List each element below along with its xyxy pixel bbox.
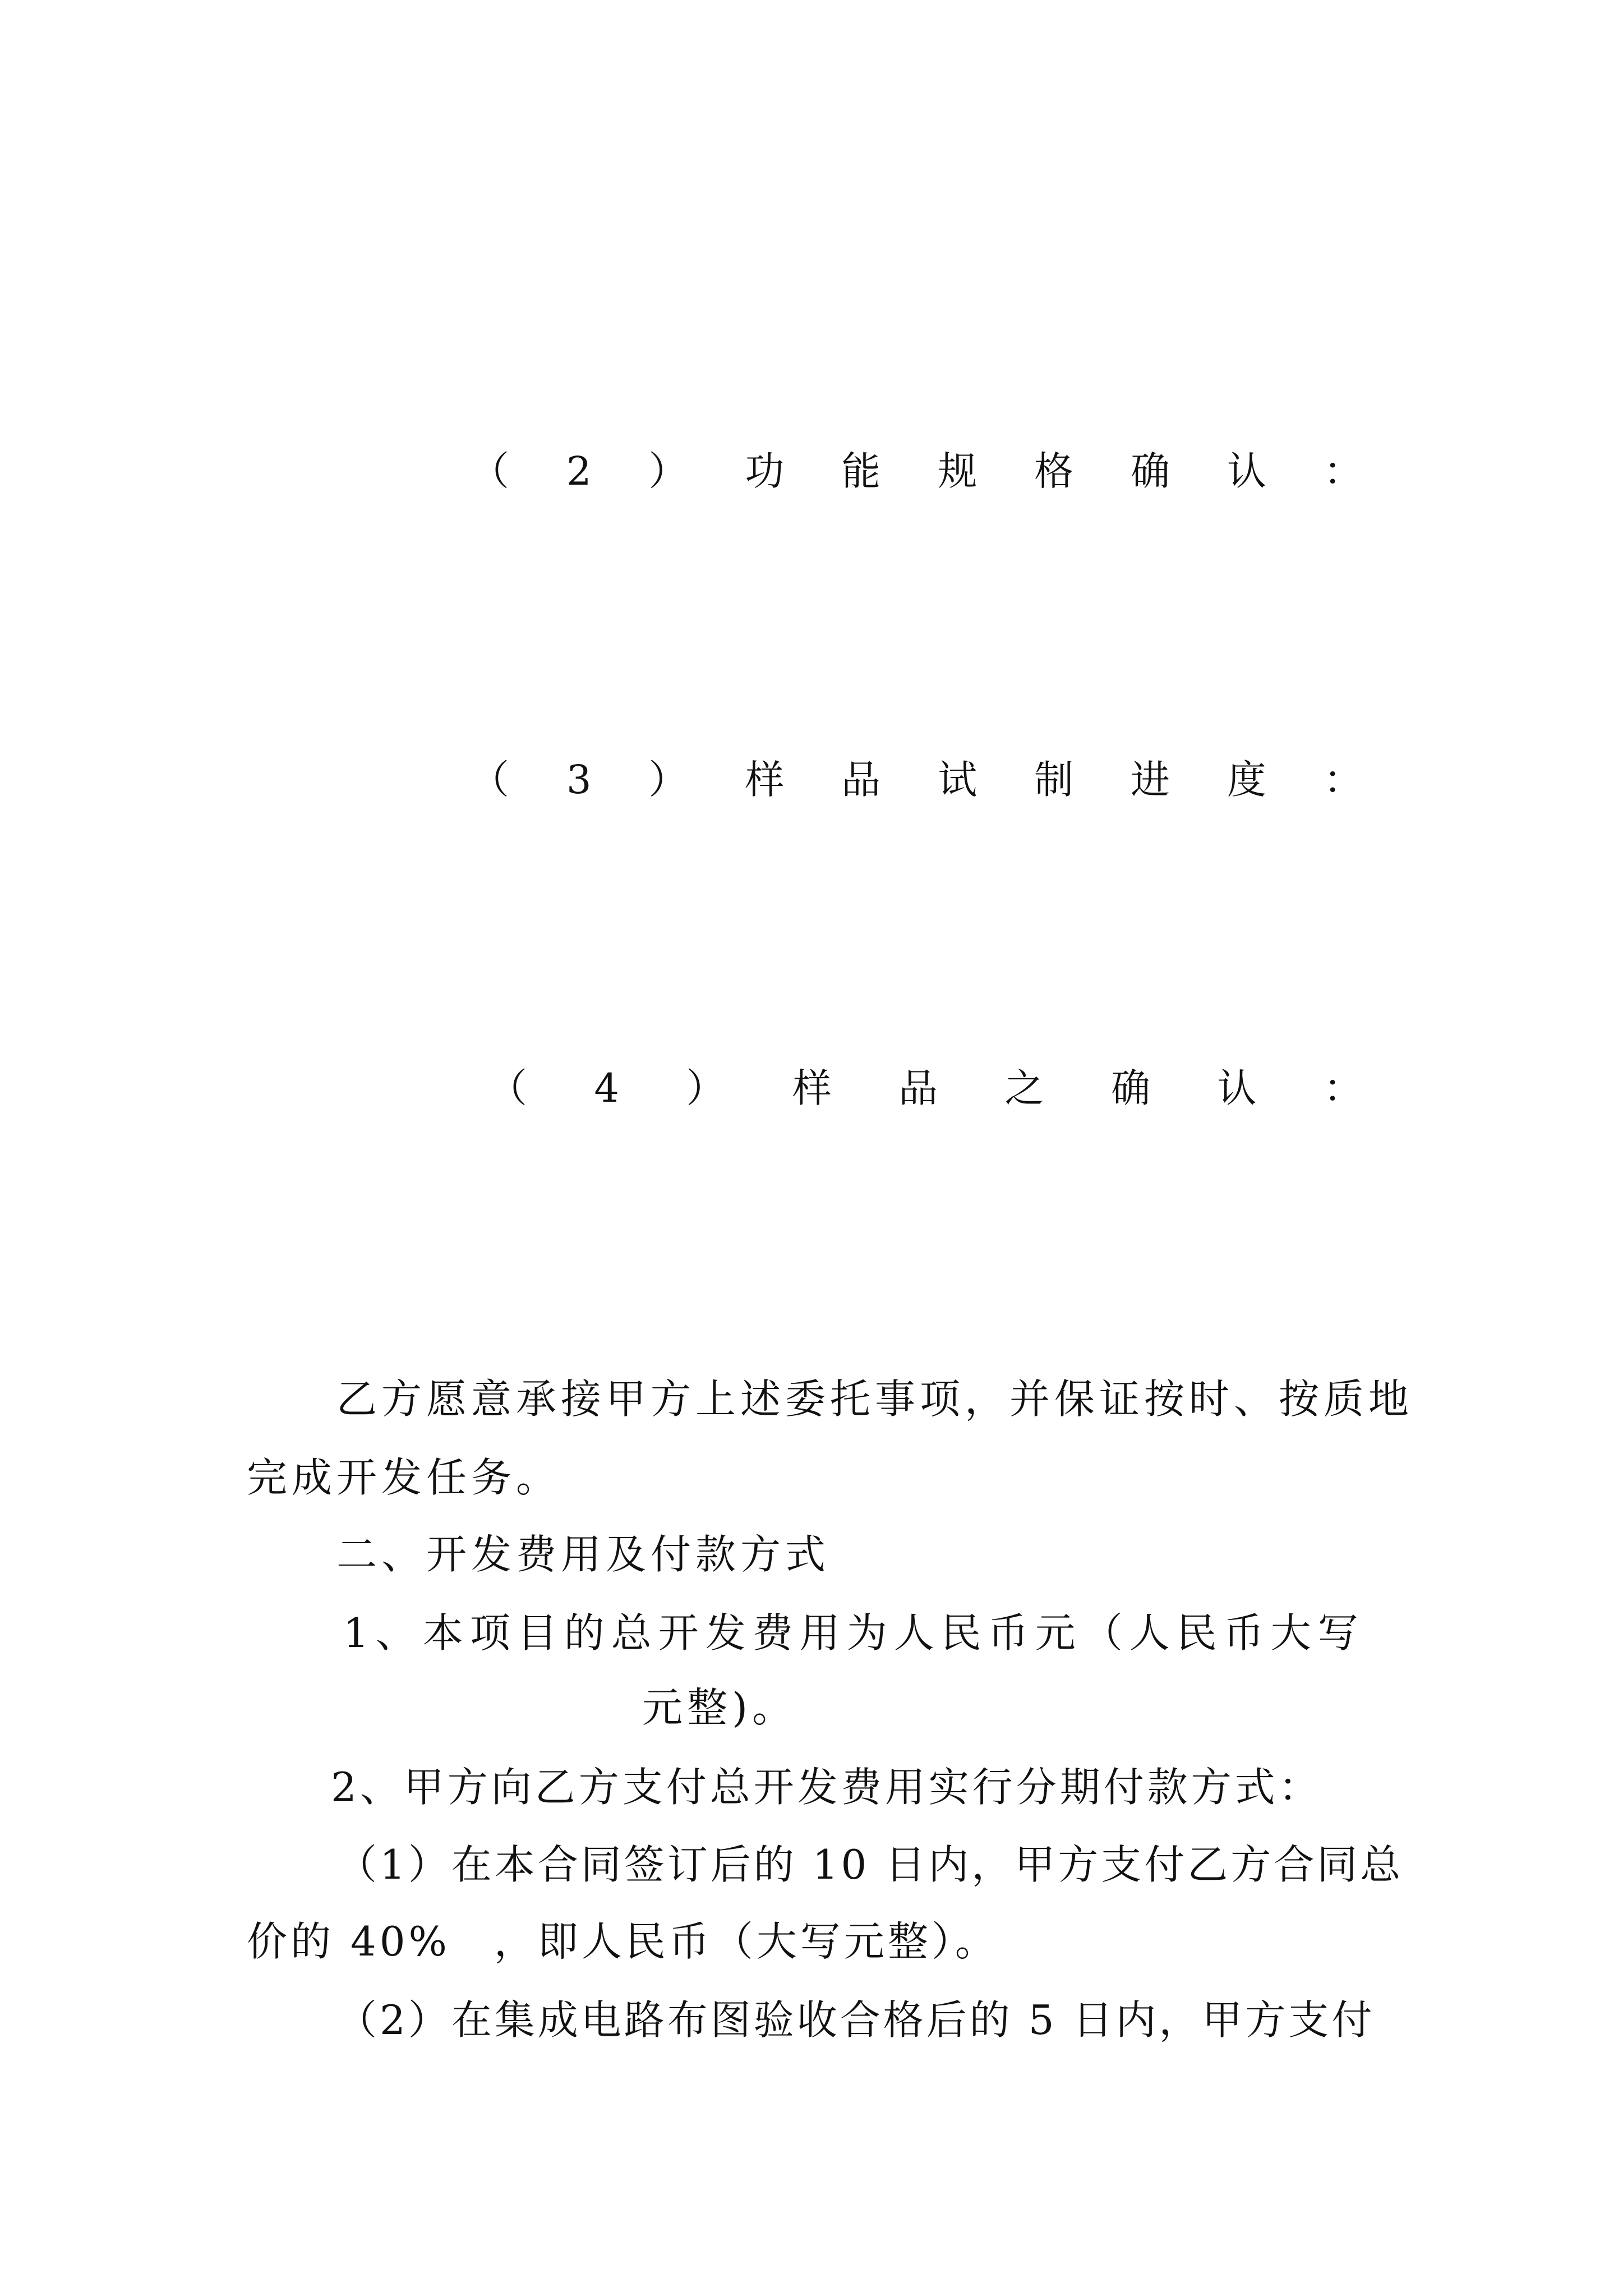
item-2-char: 能 bbox=[841, 448, 881, 494]
clause-line: 1、本项目的总开发费用为人民币元（人民币大写 bbox=[343, 1609, 1365, 1657]
item-3-char: 试 bbox=[938, 757, 978, 803]
item-3-char: 品 bbox=[841, 757, 881, 803]
item-2-char: （ bbox=[470, 448, 509, 494]
section-heading: 二、开发费用及付款方式 bbox=[336, 1531, 831, 1578]
item-3-char: （ bbox=[470, 757, 509, 803]
item-4-char: 4 bbox=[594, 1065, 619, 1111]
item-2-char: ： bbox=[1323, 448, 1363, 494]
item-4-char: 之 bbox=[1004, 1065, 1044, 1111]
item-2-char: 认 bbox=[1227, 448, 1267, 494]
subclause-line: （1）在本合同签订后的 10 日内，甲方支付乙方合同总 bbox=[336, 1841, 1404, 1888]
item-4-char: ： bbox=[1323, 1065, 1363, 1111]
item-4-char: 确 bbox=[1111, 1065, 1151, 1111]
item-3-char: ： bbox=[1323, 757, 1363, 803]
item-4-char: （ bbox=[488, 1065, 527, 1111]
item-2-char: ） bbox=[648, 448, 688, 494]
item-4-char: ） bbox=[686, 1065, 726, 1111]
item-2-char: 规 bbox=[938, 448, 978, 494]
item-2-char: 格 bbox=[1034, 448, 1074, 494]
paragraph-line: 乙方愿意承接甲方上述委托事项，并保证按时、按质地 bbox=[336, 1375, 1414, 1423]
item-3-char: ） bbox=[648, 757, 688, 803]
paragraph-line: 完成开发任务。 bbox=[247, 1454, 561, 1501]
subclause-line: 价的 40% ，即人民币（大写元整）。 bbox=[247, 1918, 999, 1965]
subclause-line: （2）在集成电路布图验收合格后的 5 日内，甲方支付 bbox=[336, 1996, 1375, 2044]
item-4-char: 样 bbox=[792, 1065, 832, 1111]
item-2-char: 确 bbox=[1131, 448, 1170, 494]
item-4-char: 认 bbox=[1217, 1065, 1257, 1111]
item-2-char: 2 bbox=[566, 448, 592, 494]
item-2-char: 功 bbox=[745, 448, 785, 494]
item-4-char: 品 bbox=[898, 1065, 938, 1111]
item-3-char: 样 bbox=[745, 757, 785, 803]
item-4-sample-confirmation bbox=[488, 1065, 1363, 1111]
clause-line: 元整)。 bbox=[642, 1684, 797, 1731]
item-2-function-spec-confirmation bbox=[470, 448, 1363, 494]
item-3-char: 制 bbox=[1034, 757, 1074, 803]
item-3-sample-progress bbox=[470, 757, 1363, 803]
item-3-char: 3 bbox=[566, 757, 592, 803]
clause-line: 2、甲方向乙方支付总开发费用实行分期付款方式： bbox=[331, 1764, 1322, 1811]
item-3-char: 度 bbox=[1227, 757, 1267, 803]
item-3-char: 进 bbox=[1131, 757, 1170, 803]
